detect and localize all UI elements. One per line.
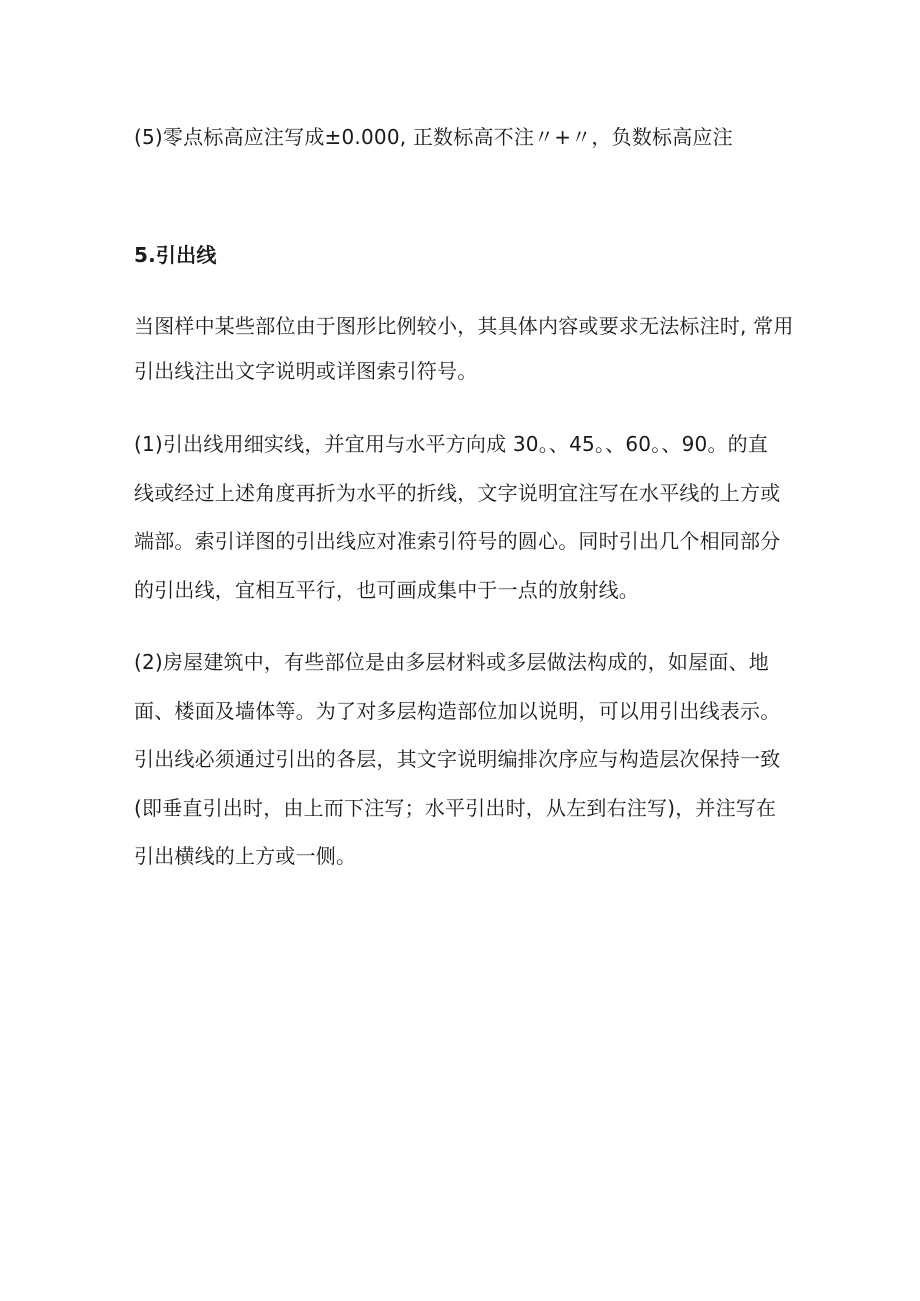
item-5-text: (5)零点标高应注写成±0.000, 正数标高不注〃+〃，负数标高应注 [134,125,733,149]
paragraph-line: (即垂直引出时，由上而下注写；水平引出时，从左到右注写)，并注写在 [134,796,777,820]
paragraph-line: (1)引出线用细实线，并宜用与水平方向成 30。、45。、60。、90。的直 [134,432,769,456]
paragraph-line: (2)房屋建筑中，有些部位是由多层材料或多层做法构成的，如屋面、地 [134,650,769,674]
paragraph-line: 引出线必须通过引出的各层，其文字说明编排次序应与构造层次保持一致 [134,747,781,771]
paragraph-line: 当图样中某些部位由于图形比例较小，其具体内容或要求无法标注时, 常用 [134,314,794,338]
section-heading: 5.引出线 [134,243,217,267]
paragraph-line: 引出线注出文字说明或详图索引符号。 [134,359,478,383]
paragraph-line: 的引出线，宜相互平行，也可画成集中于一点的放射线。 [134,578,639,602]
paragraph-line: 线或经过上述角度再折为水平的折线，文字说明宜注写在水平线的上方或 [134,481,781,505]
paragraph-line: 引出横线的上方或一侧。 [134,844,357,868]
paragraph-line: 面、楼面及墙体等。为了对多层构造部位加以说明，可以用引出线表示。 [134,699,781,723]
paragraph-line: 端部。索引详图的引出线应对准索引符号的圆心。同时引出几个相同部分 [134,529,781,553]
